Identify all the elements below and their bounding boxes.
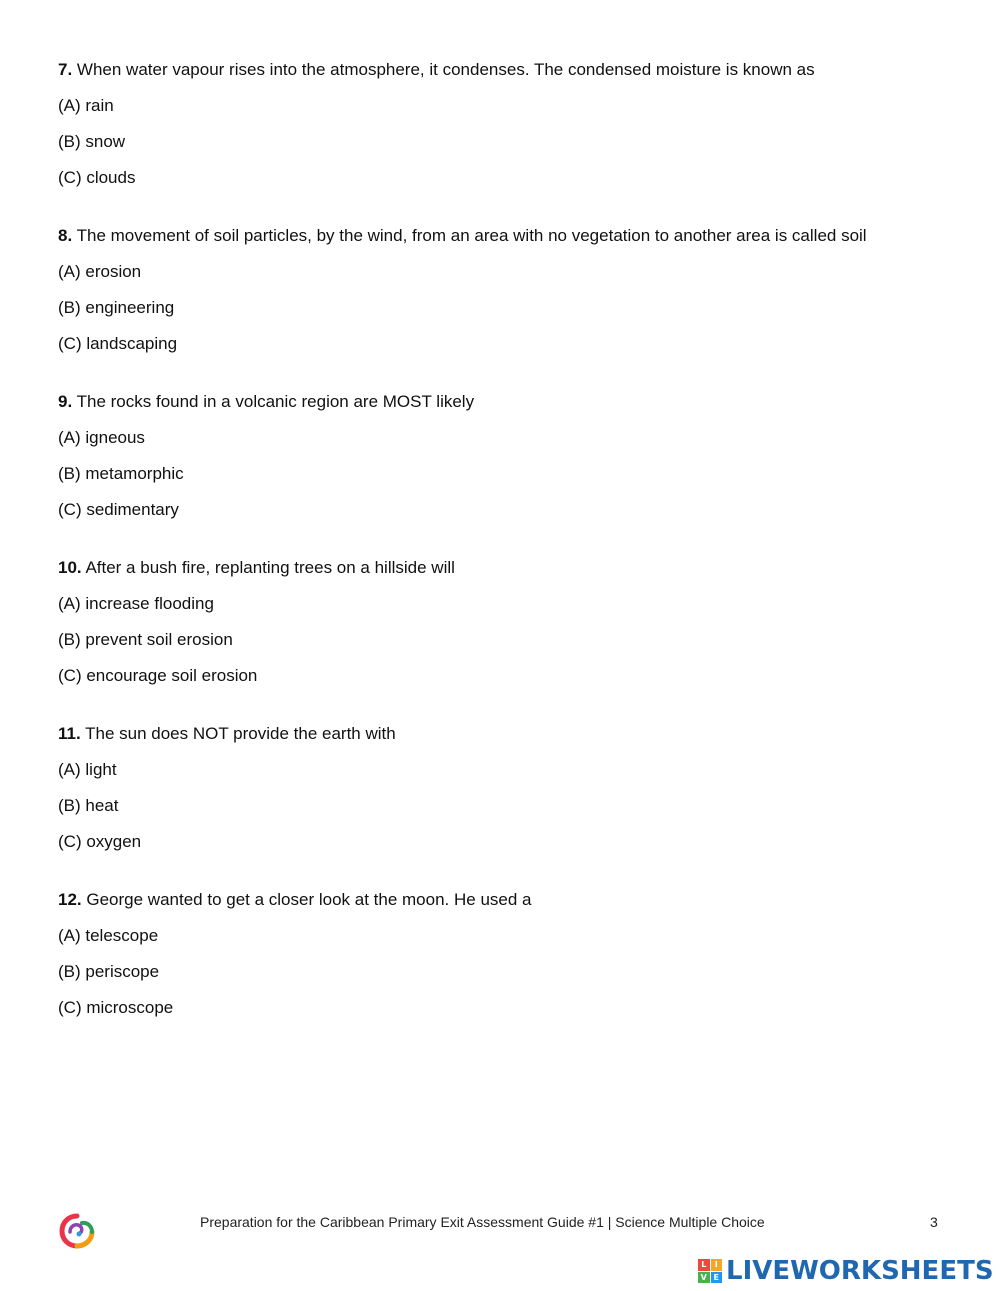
question-number: 12. xyxy=(58,890,82,909)
footer-title: Preparation for the Caribbean Primary Exit Assessment Guide #1 | Science Multiple Choice xyxy=(200,1214,765,1230)
question-text xyxy=(58,722,978,746)
brand-letter-tile: L xyxy=(698,1259,710,1271)
question-stem: The sun does NOT provide the earth with xyxy=(85,724,396,743)
page-number: 3 xyxy=(930,1214,938,1230)
question-text xyxy=(58,58,978,82)
answer-option: (C) landscaping xyxy=(58,334,178,353)
answer-option: (B) engineering xyxy=(58,298,175,317)
answer-option: (B) snow xyxy=(58,132,126,151)
question-stem: George wanted to get a closer look at the moon. He used a xyxy=(86,890,532,909)
brand-letter-tile: I xyxy=(711,1259,723,1271)
question-stem: The rocks found in a volcanic region are MOST likely xyxy=(76,392,475,411)
question-number: 7. xyxy=(58,60,73,79)
swirl-logo-icon xyxy=(58,1212,96,1250)
question-text xyxy=(58,224,978,248)
answer-option: (C) encourage soil erosion xyxy=(58,666,258,685)
question-number: 10. xyxy=(58,558,82,577)
answer-option: (B) periscope xyxy=(58,962,160,981)
question-block xyxy=(58,58,978,190)
answer-option: (A) igneous xyxy=(58,428,145,447)
question-stem: After a bush fire, replanting trees on a hillside will xyxy=(85,558,455,577)
question-text xyxy=(58,390,978,414)
answer-option: (C) sedimentary xyxy=(58,500,179,519)
question-number: 8. xyxy=(58,226,73,245)
question-text xyxy=(58,556,978,580)
liveworksheets-wordmark: LIVEWORKSHEETS xyxy=(726,1256,994,1286)
liveworksheets-icon xyxy=(698,1259,722,1283)
answer-option: (C) clouds xyxy=(58,168,136,187)
question-block xyxy=(58,224,978,356)
question-block xyxy=(58,556,978,688)
liveworksheets-logo[interactable] xyxy=(698,1256,994,1286)
question-number: 9. xyxy=(58,392,73,411)
question-block xyxy=(58,390,978,522)
question-list xyxy=(58,58,978,1054)
question-stem: When water vapour rises into the atmosphere, it condenses. The condensed moisture is known as xyxy=(76,60,815,79)
brand-letter-tile: E xyxy=(711,1272,723,1284)
brand-letter-tile: V xyxy=(698,1272,710,1284)
question-stem: The movement of soil particles, by the wind, from an area with no vegetation to another area is called soil xyxy=(76,226,867,245)
answer-option: (A) telescope xyxy=(58,926,159,945)
answer-option: (A) erosion xyxy=(58,262,142,281)
question-text xyxy=(58,888,978,912)
answer-option: (A) light xyxy=(58,760,117,779)
answer-option: (C) microscope xyxy=(58,998,174,1017)
answer-option: (B) metamorphic xyxy=(58,464,184,483)
question-block xyxy=(58,722,978,854)
question-number: 11. xyxy=(58,724,81,743)
answer-option: (B) prevent soil erosion xyxy=(58,630,233,649)
answer-option: (C) oxygen xyxy=(58,832,142,851)
answer-option: (A) rain xyxy=(58,96,114,115)
question-block xyxy=(58,888,978,1020)
answer-option: (B) heat xyxy=(58,796,119,815)
answer-option: (A) increase flooding xyxy=(58,594,214,613)
